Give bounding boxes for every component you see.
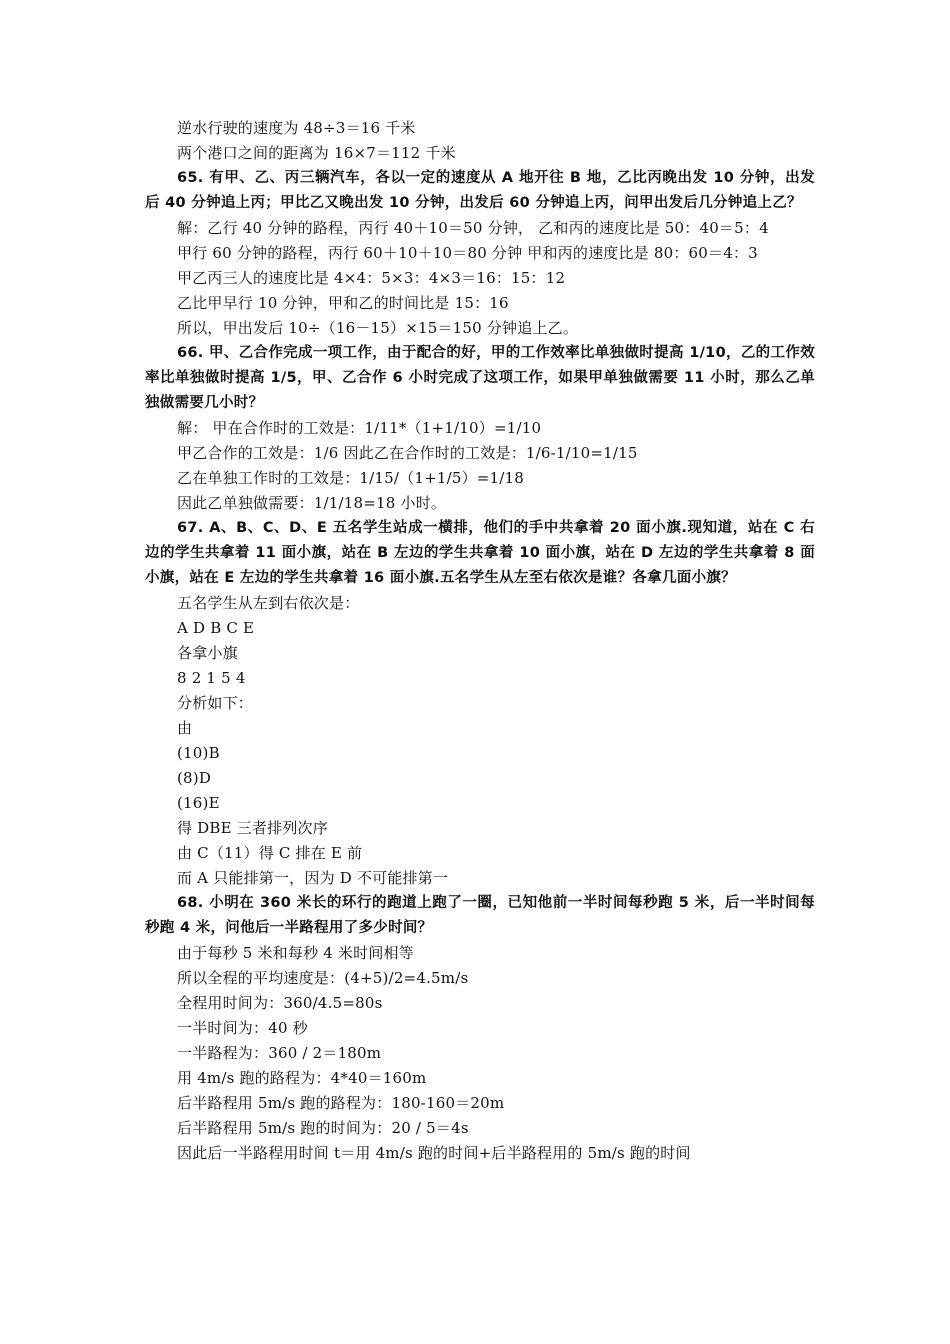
question-66: 66. 甲、乙合作完成一项工作，由于配合的好，甲的工作效率比单独做时提高 1/10，乙的工作效率比单独做时提高 1/5，甲、乙合作 6 小时完成了这项工作，如果甲单独做需要 11 小时，那么乙单独做需要几小时？: [145, 345, 815, 411]
text-line: 因此乙单独做需要：1/1/18=18 小时。: [177, 494, 447, 512]
text-line: 所以，甲出发后 10÷（16－15）×15＝150 分钟追上乙。: [177, 319, 579, 337]
text-line: 所以全程的平均速度是：(4+5)/2=4.5m/s: [177, 969, 469, 987]
question-65: 65. 有甲、乙、丙三辆汽车，各以一定的速度从 A 地开往 B 地，乙比丙晚出发 10 分钟，出发后 40 分钟追上丙；甲比乙又晚出发 10 分钟，出发后 60 分钟追上丙，问甲出发后几分钟追上乙？: [145, 170, 815, 211]
text-line: 因此后一半路程用时间 t＝用 4m/s 跑的时间+后半路程用的 5m/s 跑的时间: [177, 1144, 691, 1162]
text-line: 8 2 1 5 4: [177, 669, 246, 687]
text-line: 甲乙合作的工效是：1/6 因此乙在合作时的工效是：1/6-1/10=1/15: [177, 444, 638, 462]
text-line: 一半路程为：360 / 2＝180m: [177, 1044, 382, 1062]
text-line: 后半路程用 5m/s 跑的路程为：180-160＝20m: [177, 1094, 505, 1112]
question-67: 67. A、B、C、D、E 五名学生站成一横排，他们的手中共拿着 20 面小旗.现知道，站在 C 右边的学生共拿着 11 面小旗，站在 B 左边的学生共拿着 10 面小旗，站在 D 左边的学生共拿着 8 面小旗，站在 E 左边的学生共拿着 16 面小旗.五名学生从左至右依次是谁？各拿几面小旗？: [145, 520, 815, 586]
text-line: (10)B: [177, 744, 220, 762]
text-line: 后半路程用 5m/s 跑的时间为：20 / 5＝4s: [177, 1119, 469, 1137]
text-line: 由 C（11）得 C 排在 E 前: [177, 844, 363, 862]
text-line: 一半时间为：40 秒: [177, 1019, 308, 1037]
question-68: 68. 小明在 360 米长的环行的跑道上跑了一圈，已知他前一半时间每秒跑 5 米，后一半时间每秒跑 4 米，问他后一半路程用了多少时间？: [145, 895, 815, 936]
document-body: [145, 116, 815, 1166]
text-line: 由: [177, 719, 193, 737]
text-line: 解： 甲在合作时的工效是：1/11*（1+1/10）=1/10: [177, 419, 542, 437]
text-line: 而 A 只能排第一，因为 D 不可能排第一: [177, 869, 449, 887]
text-line: (8)D: [177, 769, 212, 787]
text-line: 各拿小旗: [177, 644, 238, 662]
text-line: 逆水行驶的速度为 48÷3＝16 千米: [177, 119, 416, 137]
text-line: 甲乙丙三人的速度比是 4×4：5×3：4×3＝16：15：12: [177, 269, 566, 287]
text-line: 全程用时间为：360/4.5=80s: [177, 994, 383, 1012]
text-line: 由于每秒 5 米和每秒 4 米时间相等: [177, 944, 414, 962]
text-line: A D B C E: [177, 619, 255, 637]
text-line: 乙在单独工作时的工效是：1/15/（1+1/5）=1/18: [177, 469, 525, 487]
text-line: 乙比甲早行 10 分钟，甲和乙的时间比是 15：16: [177, 294, 509, 312]
text-line: 两个港口之间的距离为 16×7＝112 千米: [177, 144, 456, 162]
text-line: 甲行 60 分钟的路程，丙行 60＋10＋10＝80 分钟 甲和丙的速度比是 80：60＝4：3: [177, 244, 758, 262]
text-line: 分析如下：: [177, 694, 254, 712]
text-line: 用 4m/s 跑的路程为：4*40＝160m: [177, 1069, 427, 1087]
text-line: 五名学生从左到右依次是：: [177, 594, 360, 612]
text-line: 解：乙行 40 分钟的路程，丙行 40＋10＝50 分钟， 乙和丙的速度比是 50：40＝5：4: [177, 219, 769, 237]
text-line: (16)E: [177, 794, 220, 812]
text-line: 得 DBE 三者排列次序: [177, 819, 328, 837]
